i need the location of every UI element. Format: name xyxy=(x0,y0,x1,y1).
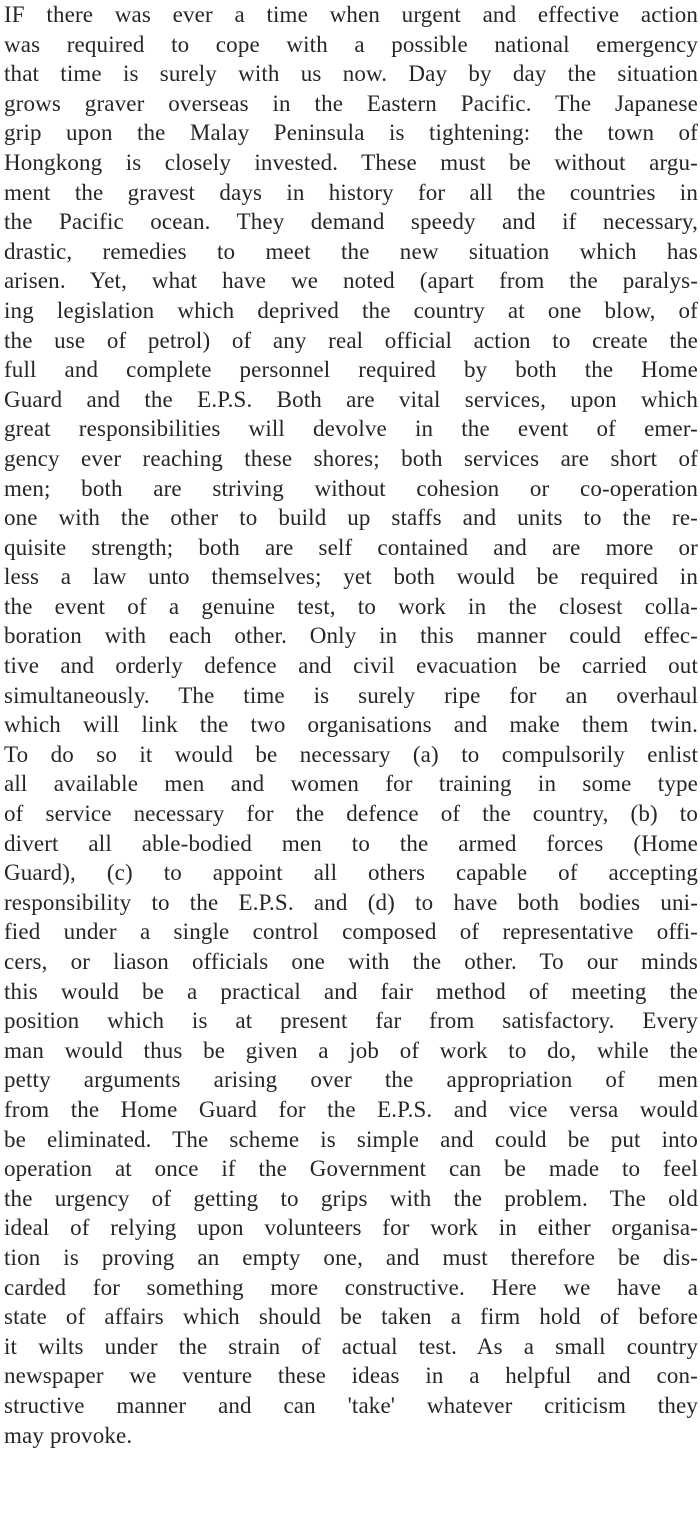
article-line: tive and orderly defence and civil evacuation be carried out xyxy=(4,653,698,679)
article-line: ing legislation which deprived the country at one blow, of xyxy=(4,297,698,323)
article-line: from the Home Guard for the E.P.S. and vice versa would xyxy=(4,1096,698,1122)
article-line: fied under a single control composed of representative offi- xyxy=(4,919,698,945)
article-line: gency ever reaching these shores; both services are short of xyxy=(4,445,698,471)
article-line: Guard), (c) to appoint all others capable of accepting xyxy=(4,860,698,886)
article-line: tion is proving an empty one, and must therefore be dis- xyxy=(4,1244,698,1270)
article-line: structive manner and can 'take' whatever criticism they xyxy=(4,1392,698,1418)
article-line: the Pacific ocean. They demand speedy and if necessary, xyxy=(4,209,698,235)
article-line: which will link the two organisations and make them twin. xyxy=(4,712,698,738)
article-line: was required to cope with a possible national emergency xyxy=(4,31,698,57)
article-line: this would be a practical and fair method of meeting the xyxy=(4,978,698,1004)
article-line: be eliminated. The scheme is simple and could be put into xyxy=(4,1126,698,1152)
article-line: To do so it would be necessary (a) to compulsorily enlist xyxy=(4,741,698,767)
article-line: that time is surely with us now. Day by day the situation xyxy=(4,61,698,87)
article-line: the urgency of getting to grips with the problem. The old xyxy=(4,1185,698,1211)
article-line: full and complete personnel required by both the Home xyxy=(4,357,698,383)
article-line: IF there was ever a time when urgent and effective action xyxy=(4,2,698,27)
article-line: all available men and women for training in some type xyxy=(4,771,698,797)
article-line: Guard and the E.P.S. Both are vital services, upon which xyxy=(4,386,698,412)
article-line: boration with each other. Only in this manner could effec- xyxy=(4,623,698,649)
article-line: operation at once if the Government can be made to feel xyxy=(4,1156,698,1182)
article-line: man would thus be given a job of work to do, while the xyxy=(4,1037,698,1063)
editorial-article-text xyxy=(4,0,698,1450)
article-line: grip upon the Malay Peninsula is tightening: the town of xyxy=(4,120,698,146)
article-line: newspaper we venture these ideas in a helpful and con- xyxy=(4,1363,698,1389)
article-line: ideal of relying upon volunteers for work in either organisa- xyxy=(4,1215,698,1241)
article-line: quisite strength; both are self contained and are more or xyxy=(4,534,698,560)
article-line: men; both are striving without cohesion or co-operation xyxy=(4,475,698,501)
article-line: great responsibilities will devolve in the event of emer- xyxy=(4,416,698,442)
article-line: petty arguments arising over the appropriation of men xyxy=(4,1067,698,1093)
article-line: simultaneously. The time is surely ripe for an overhaul xyxy=(4,682,698,708)
article-line: divert all able-bodied men to the armed forces (Home xyxy=(4,830,698,856)
article-line: drastic, remedies to meet the new situation which has xyxy=(4,238,698,264)
article-line: arisen. Yet, what have we noted (apart from the paralys- xyxy=(4,268,698,294)
article-line: the use of petrol) of any real official action to create the xyxy=(4,327,698,353)
article-line: responsibility to the E.P.S. and (d) to have both bodies uni- xyxy=(4,889,698,915)
article-line: less a law unto themselves; yet both would be required in xyxy=(4,564,698,590)
article-line: state of affairs which should be taken a firm hold of before xyxy=(4,1304,698,1330)
article-line: carded for something more constructive. Here we have a xyxy=(4,1274,698,1300)
article-line: Hongkong is closely invested. These must be without argu- xyxy=(4,149,698,175)
article-line: one with the other to build up staffs and units to the re- xyxy=(4,505,698,531)
article-line: ment the gravest days in history for all the countries in xyxy=(4,179,698,205)
article-line: cers, or liason officials one with the other. To our minds xyxy=(4,949,698,974)
article-line: the event of a genuine test, to work in the closest colla- xyxy=(4,593,698,619)
article-line: grows graver overseas in the Eastern Pacific. The Japanese xyxy=(4,90,698,116)
article-line: position which is at present far from satisfactory. Every xyxy=(4,1008,698,1034)
article-line: may provoke. xyxy=(4,1422,133,1448)
article-line: of service necessary for the defence of the country, (b) to xyxy=(4,801,698,827)
article-line: it wilts under the strain of actual test. As a small country xyxy=(4,1333,698,1359)
